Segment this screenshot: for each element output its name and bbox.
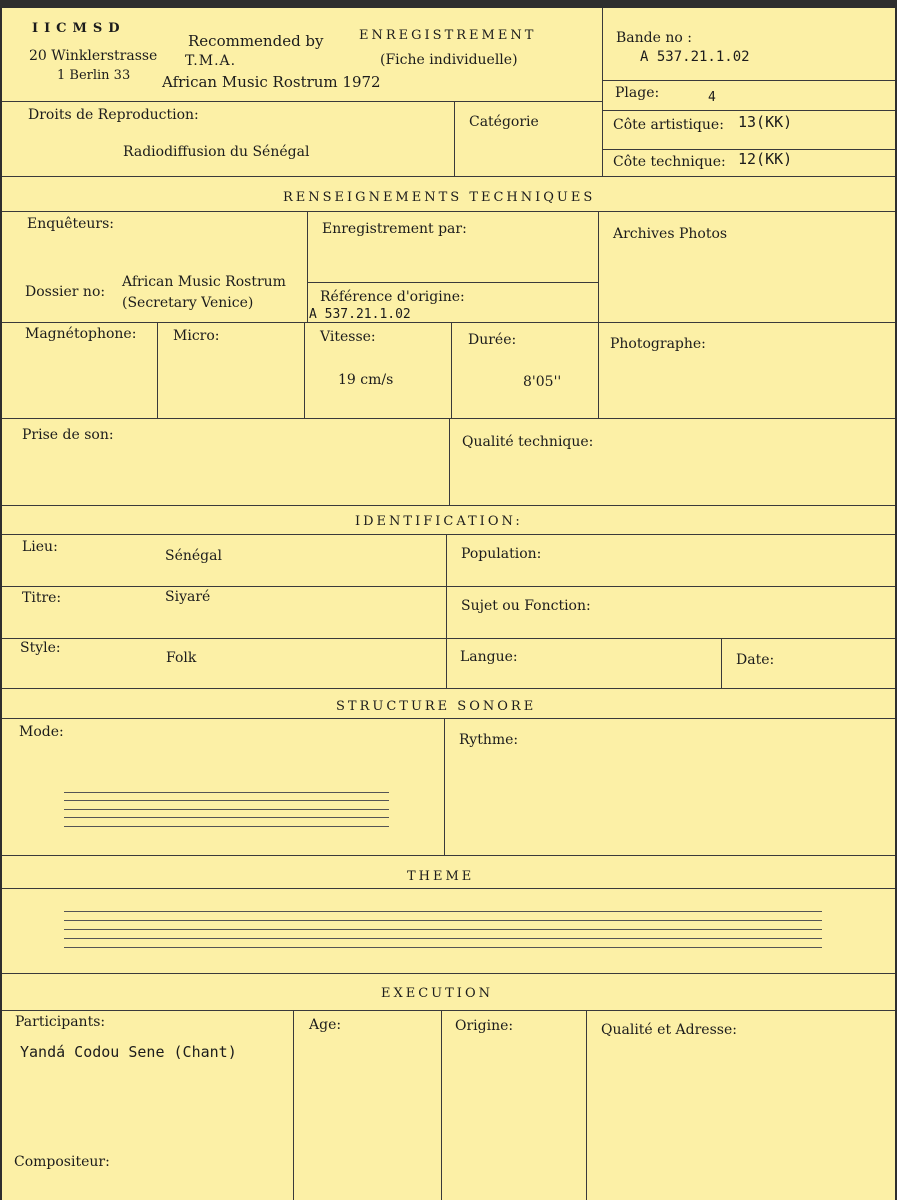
- section-title-identification: IDENTIFICATION:: [355, 514, 523, 529]
- cote-artistique-label: Côte artistique:: [613, 117, 724, 133]
- qualite-technique-label: Qualité technique:: [462, 434, 594, 450]
- staff-line: [64, 792, 389, 793]
- vitesse-value: 19 cm/s: [338, 372, 394, 388]
- form-subtitle: (Fiche individuelle): [380, 52, 518, 68]
- prise-de-son-label: Prise de son:: [22, 427, 114, 443]
- duree-label: Durée:: [468, 332, 517, 348]
- section-title-technique: RENSEIGNEMENTS TECHNIQUES: [283, 190, 596, 205]
- dossier-value-line1: African Music Rostrum: [122, 274, 286, 290]
- lieu-value: Sénégal: [165, 548, 222, 564]
- rule: [2, 855, 895, 856]
- magnetophone-label: Magnétophone:: [25, 326, 137, 342]
- titre-label: Titre:: [22, 590, 62, 606]
- dossier-value-line2: (Secretary Venice): [122, 295, 254, 311]
- droits-label: Droits de Reproduction:: [28, 107, 199, 123]
- rostrum-label: African Music Rostrum 1972: [162, 73, 381, 91]
- org-logo: IICMSD: [32, 21, 126, 36]
- staff-line: [64, 938, 822, 939]
- rule: [454, 101, 455, 176]
- dossier-label: Dossier no:: [25, 284, 106, 300]
- section-title-structure: STRUCTURE SONORE: [336, 699, 537, 714]
- qualite-adresse-label: Qualité et Adresse:: [601, 1022, 737, 1038]
- compositeur-label: Compositeur:: [14, 1154, 110, 1170]
- rule: [2, 638, 895, 639]
- tma: T.M.A.: [185, 53, 237, 69]
- titre-value: Siyaré: [165, 589, 211, 605]
- rule: [2, 101, 602, 102]
- rythme-label: Rythme:: [459, 732, 519, 748]
- rule: [602, 110, 895, 111]
- cote-artistique-value: 13(KK): [738, 113, 793, 131]
- photographe-label: Photographe:: [610, 336, 706, 352]
- rule: [598, 211, 599, 418]
- droits-value: Radiodiffusion du Sénégal: [123, 144, 310, 160]
- mode-label: Mode:: [19, 724, 64, 740]
- rule: [2, 505, 895, 506]
- rule: [721, 638, 722, 688]
- participants-value: Yandá Codou Sene (Chant): [20, 1043, 237, 1061]
- rule: [449, 418, 450, 505]
- staff-line: [64, 947, 822, 948]
- staff-line: [64, 826, 389, 827]
- style-label: Style:: [20, 640, 61, 656]
- date-label: Date:: [736, 652, 775, 668]
- recording-form-card: [2, 8, 895, 1200]
- plage-value: 4: [708, 90, 716, 105]
- sujet-label: Sujet ou Fonction:: [461, 598, 591, 614]
- staff-line: [64, 809, 389, 810]
- style-value: Folk: [166, 650, 197, 666]
- staff-line: [64, 929, 822, 930]
- rule: [2, 688, 895, 689]
- rule: [2, 888, 895, 889]
- staff-line: [64, 817, 389, 818]
- categorie-label: Catégorie: [469, 114, 539, 130]
- rule: [2, 1010, 895, 1011]
- population-label: Population:: [461, 546, 542, 562]
- rule: [2, 586, 895, 587]
- section-title-theme: THEME: [407, 869, 475, 884]
- rule: [602, 80, 895, 81]
- rule: [2, 973, 895, 974]
- staff-line: [64, 911, 822, 912]
- rule: [2, 322, 895, 323]
- rule: [2, 176, 895, 177]
- enregistrement-label: Enregistrement par:: [322, 221, 467, 237]
- rule: [304, 322, 305, 418]
- rule: [444, 718, 445, 855]
- rule: [2, 534, 895, 535]
- micro-label: Micro:: [173, 328, 220, 344]
- lieu-label: Lieu:: [22, 539, 58, 555]
- rule: [157, 322, 158, 418]
- plage-label: Plage:: [615, 85, 660, 101]
- origine-label: Origine:: [455, 1018, 514, 1034]
- cote-technique-value: 12(KK): [738, 150, 793, 168]
- rule: [2, 718, 895, 719]
- reference-value: A 537.21.1.02: [309, 307, 411, 322]
- bande-label: Bande no :: [616, 30, 692, 46]
- rule: [293, 1010, 294, 1200]
- recommended-by: Recommended by: [188, 32, 324, 50]
- duree-value: 8'05'': [523, 374, 562, 390]
- staff-line: [64, 920, 822, 921]
- bande-value: A 537.21.1.02: [640, 49, 750, 65]
- section-title-execution: EXECUTION: [381, 986, 493, 1001]
- langue-label: Langue:: [460, 649, 518, 665]
- form-title: ENREGISTREMENT: [359, 28, 537, 43]
- address-city: 1 Berlin 33: [57, 68, 131, 83]
- rule: [446, 534, 447, 688]
- rule: [307, 211, 308, 322]
- age-label: Age:: [309, 1017, 342, 1033]
- rule: [2, 211, 895, 212]
- rule: [451, 322, 452, 418]
- participants-label: Participants:: [15, 1014, 106, 1030]
- rule: [586, 1010, 587, 1200]
- staff-line: [64, 800, 389, 801]
- enqueteurs-label: Enquêteurs:: [27, 216, 115, 232]
- rule: [602, 8, 603, 176]
- rule: [307, 282, 598, 283]
- address-street: 20 Winklerstrasse: [29, 48, 158, 64]
- cote-technique-label: Côte technique:: [613, 154, 726, 170]
- archives-label: Archives Photos: [613, 226, 728, 242]
- reference-label: Référence d'origine:: [320, 289, 465, 305]
- rule: [441, 1010, 442, 1200]
- vitesse-label: Vitesse:: [320, 329, 376, 345]
